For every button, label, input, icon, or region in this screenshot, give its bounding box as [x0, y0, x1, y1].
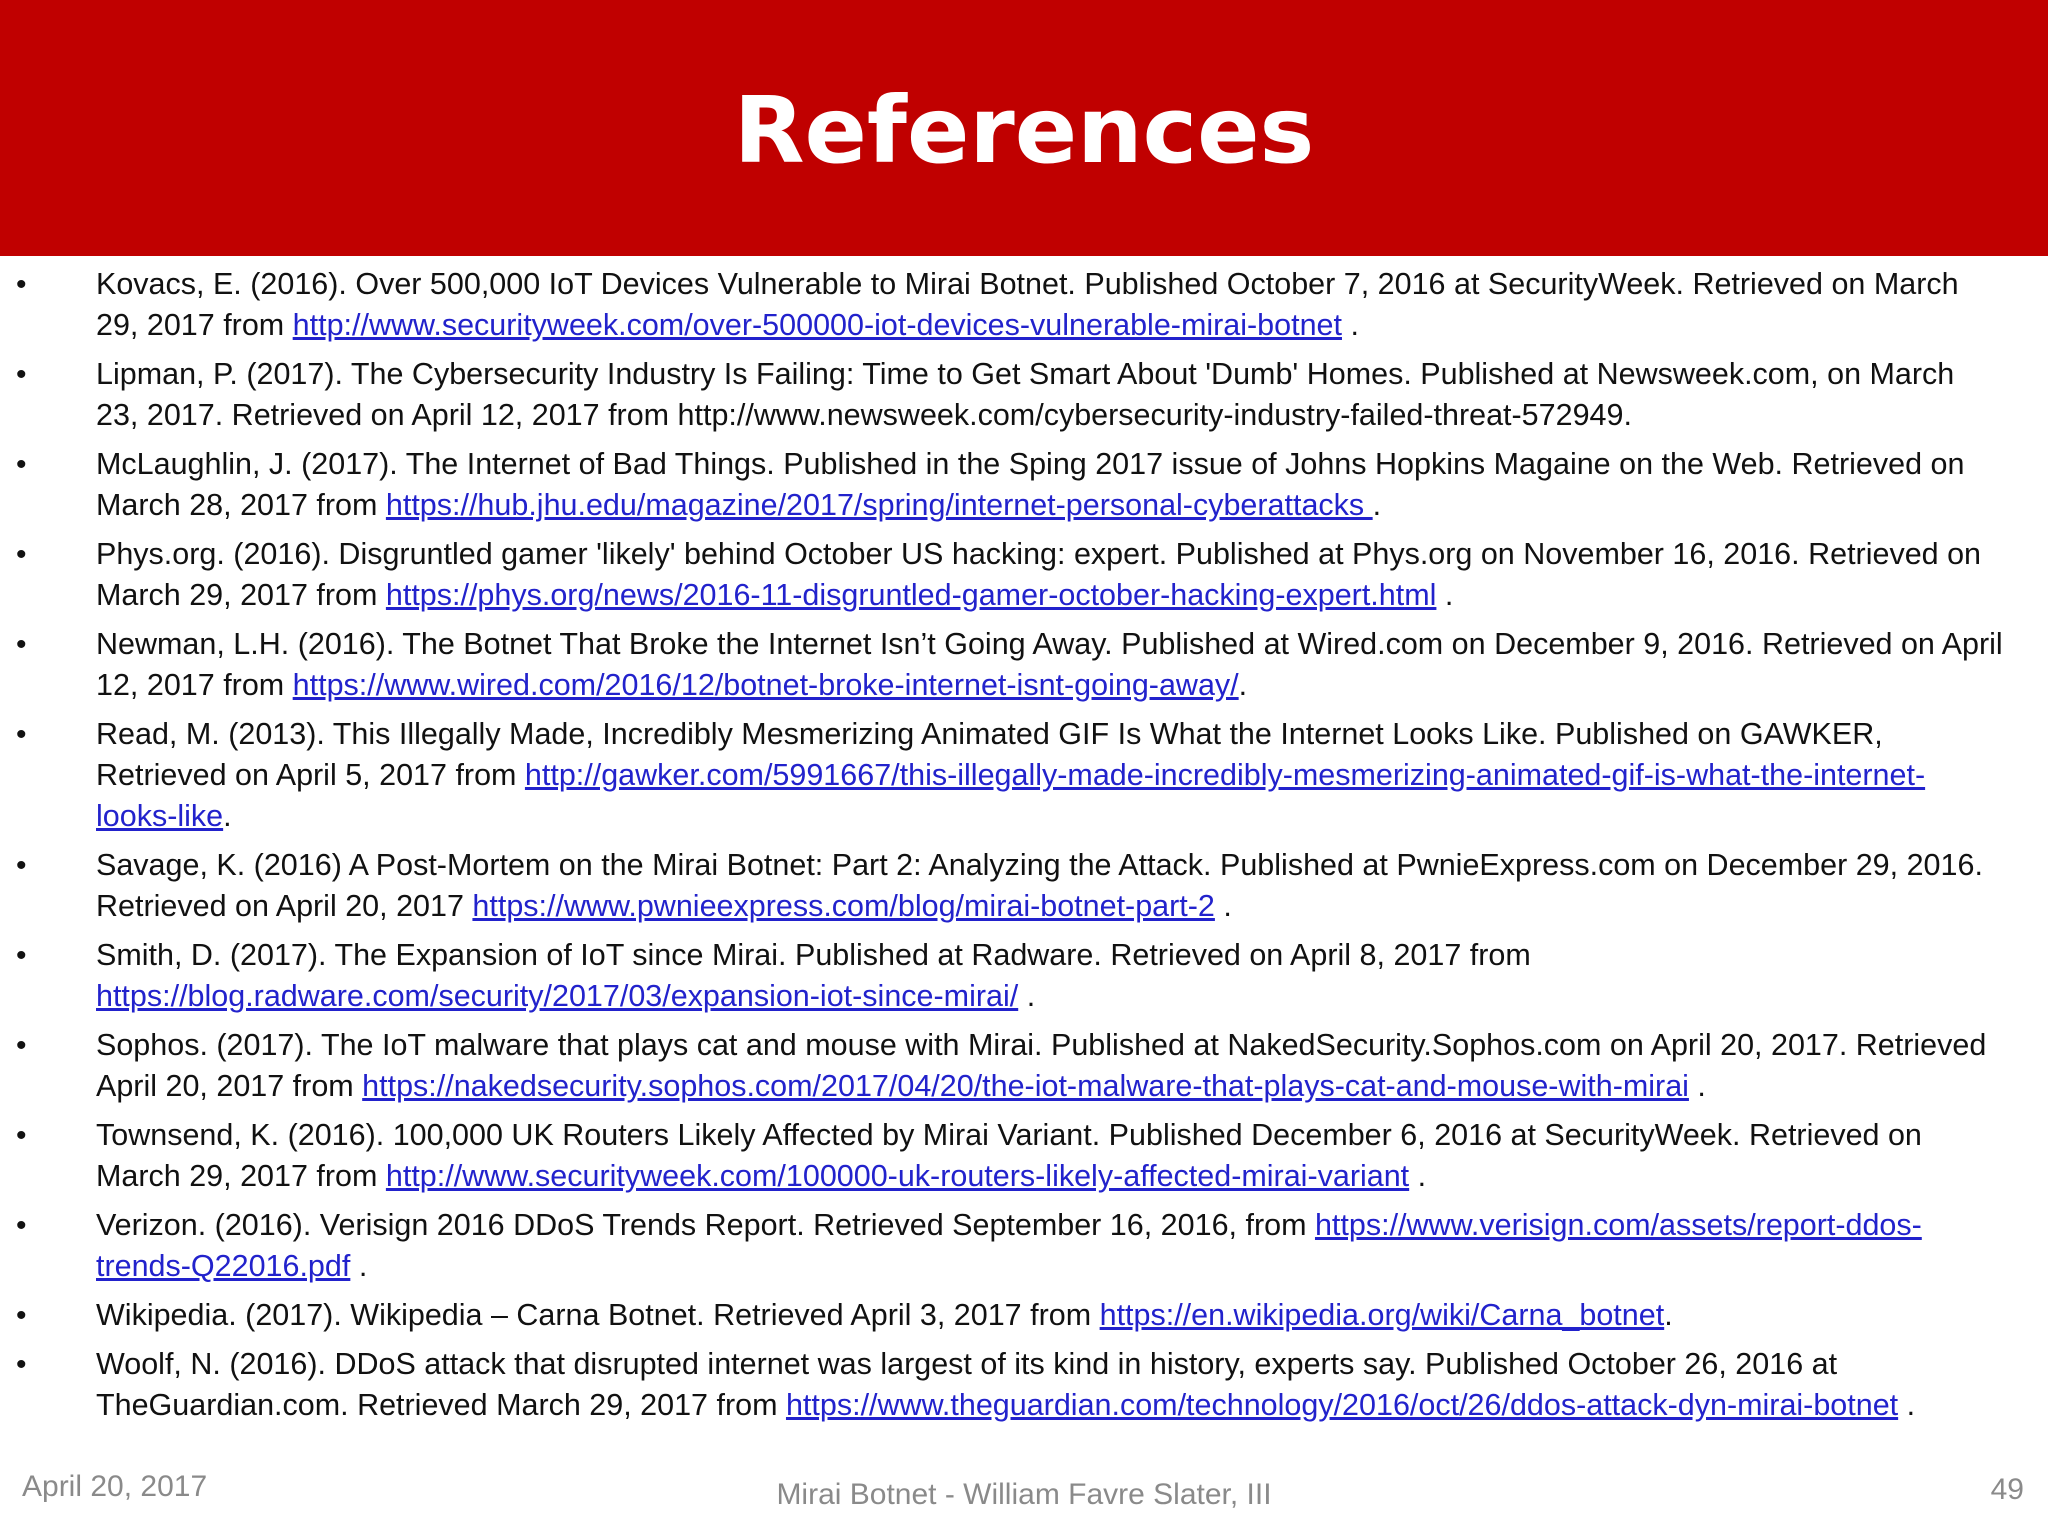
reference-link[interactable]: https://www.verisign.com/assets/report-ddos-trends-Q22016.pdf	[96, 1208, 1922, 1283]
reference-item	[0, 264, 2048, 346]
reference-link[interactable]: https://hub.jhu.edu/magazine/2017/spring/internet-personal-cyberattacks	[385, 488, 1373, 522]
bullet: •	[16, 1119, 27, 1152]
reference-link[interactable]: https://www.theguardian.com/technology/2016/oct/26/ddos-attack-dyn-mirai-botnet	[785, 1388, 1899, 1422]
bullet: •	[16, 628, 27, 661]
reference-link[interactable]: http://gawker.com/5991667/this-illegally-made-incredibly-mesmerizing-animated-gif-is-what-the-internet-looks-like	[96, 758, 1926, 833]
reference-tail: .	[1341, 308, 1359, 342]
bullet: •	[16, 849, 27, 882]
reference-link[interactable]: http://www.securityweek.com/100000-uk-routers-likely-affected-mirai-variant	[385, 1159, 1410, 1193]
bullet: •	[16, 1348, 27, 1381]
bullet: •	[16, 939, 27, 972]
reference-item	[0, 624, 2048, 706]
reference-tail: .	[1898, 1388, 1916, 1422]
reference-item	[0, 354, 2048, 436]
bullet: •	[16, 358, 27, 391]
reference-text: Sophos. (2017). The IoT malware that plays cat and mouse with Mirai. Published at NakedSecurity.Sophos.com on April 20, 2017. Retrieved April 20, 2017 from	[96, 1028, 1987, 1103]
bullet: •	[16, 1029, 27, 1062]
bullet: •	[16, 448, 27, 481]
reference-text: Wikipedia. (2017). Wikipedia – Carna Botnet. Retrieved April 3, 2017 from	[96, 1298, 1100, 1332]
page-number: 49	[1990, 1473, 2024, 1506]
reference-text: McLaughlin, J. (2017). The Internet of Bad Things. Published in the Sping 2017 issue of Johns Hopkins Magaine on the Web. Retrieved on March 28, 2017 from	[96, 447, 1965, 522]
footer-date: April 20, 2017	[22, 1470, 208, 1503]
reference-tail: .	[1409, 1159, 1427, 1193]
reference-item	[0, 1205, 2048, 1287]
reference-tail: .	[1018, 979, 1036, 1013]
bullet: •	[16, 718, 27, 751]
reference-item	[0, 1115, 2048, 1197]
reference-item	[0, 1025, 2048, 1107]
bullet: •	[16, 1209, 27, 1242]
bullet: •	[16, 538, 27, 571]
slide-title: References	[733, 76, 1315, 184]
reference-text: Lipman, P. (2017). The Cybersecurity Industry Is Failing: Time to Get Smart About 'Dumb' Homes. Published at Newsweek.com, on March 23, 2017. Retrieved on April 12, 2017 from http://www.newsweek.com/cybersecurity-industry-failed-threat-572949.	[96, 357, 1955, 432]
reference-link[interactable]: https://blog.radware.com/security/2017/03/expansion-iot-since-mirai/	[96, 979, 1019, 1013]
reference-text: Verizon. (2016). Verisign 2016 DDoS Trends Report. Retrieved September 16, 2016, from	[96, 1208, 1315, 1242]
reference-link[interactable]: https://phys.org/news/2016-11-disgruntled-gamer-october-hacking-expert.html	[385, 578, 1437, 612]
reference-item	[0, 714, 2048, 837]
footer-author: Mirai Botnet - William Favre Slater, III	[776, 1478, 1272, 1511]
reference-link[interactable]: https://www.wired.com/2016/12/botnet-broke-internet-isnt-going-away/	[292, 668, 1239, 702]
reference-tail: .	[1238, 668, 1248, 702]
reference-link[interactable]: https://www.pwnieexpress.com/blog/mirai-botnet-part-2	[472, 889, 1215, 923]
reference-item	[0, 935, 2048, 1017]
reference-text: Savage, K. (2016) A Post-Mortem on the Mirai Botnet: Part 2: Analyzing the Attack. Published at PwnieExpress.com on December 29, 2016. Retrieved on April 20, 2017	[96, 848, 1983, 923]
reference-text: Smith, D. (2017). The Expansion of IoT since Mirai. Published at Radware. Retrieved on April 8, 2017 from	[96, 938, 1531, 972]
reference-item	[0, 534, 2048, 616]
reference-tail: .	[1372, 488, 1382, 522]
title-banner	[0, 0, 2048, 256]
bullet: •	[16, 268, 27, 301]
reference-text: Kovacs, E. (2016). Over 500,000 IoT Devices Vulnerable to Mirai Botnet. Published October 7, 2016 at SecurityWeek. Retrieved on March 29, 2017 from	[96, 267, 1959, 342]
reference-text: Townsend, K. (2016). 100,000 UK Routers Likely Affected by Mirai Variant. Published December 6, 2016 at SecurityWeek. Retrieved on March 29, 2017 from	[96, 1118, 1922, 1193]
reference-link[interactable]: http://www.securityweek.com/over-500000-iot-devices-vulnerable-mirai-botnet	[292, 308, 1342, 342]
reference-text: Read, M. (2013). This Illegally Made, Incredibly Mesmerizing Animated GIF Is What the Internet Looks Like. Published on GAWKER, Retrieved on April 5, 2017 from	[96, 717, 1883, 792]
reference-tail: .	[1436, 578, 1454, 612]
reference-item	[0, 1344, 2048, 1426]
reference-tail: .	[350, 1249, 368, 1283]
reference-link[interactable]: https://nakedsecurity.sophos.com/2017/04/20/the-iot-malware-that-plays-cat-and-mouse-with-mirai	[362, 1069, 1689, 1103]
reference-list	[0, 264, 2048, 1434]
reference-tail: .	[1664, 1298, 1673, 1332]
reference-item	[0, 845, 2048, 927]
reference-text: Woolf, N. (2016). DDoS attack that disrupted internet was largest of its kind in history, experts say. Published October 26, 2016 at TheGuardian.com. Retrieved March 29, 2017 from	[96, 1347, 1838, 1422]
reference-link[interactable]: https://en.wikipedia.org/wiki/Carna_botnet	[1099, 1298, 1665, 1332]
reference-item	[0, 444, 2048, 526]
reference-tail: .	[1214, 889, 1232, 923]
reference-tail: .	[1688, 1069, 1706, 1103]
reference-text: Newman, L.H. (2016). The Botnet That Broke the Internet Isn’t Going Away. Published at Wired.com on December 9, 2016. Retrieved on April 12, 2017 from	[96, 627, 2003, 702]
reference-tail: .	[223, 799, 232, 833]
reference-item	[0, 1295, 2048, 1336]
reference-text: Phys.org. (2016). Disgruntled gamer 'likely' behind October US hacking: expert. Published at Phys.org on November 16, 2016. Retrieved on March 29, 2017 from	[96, 537, 1982, 612]
bullet: •	[16, 1299, 27, 1332]
